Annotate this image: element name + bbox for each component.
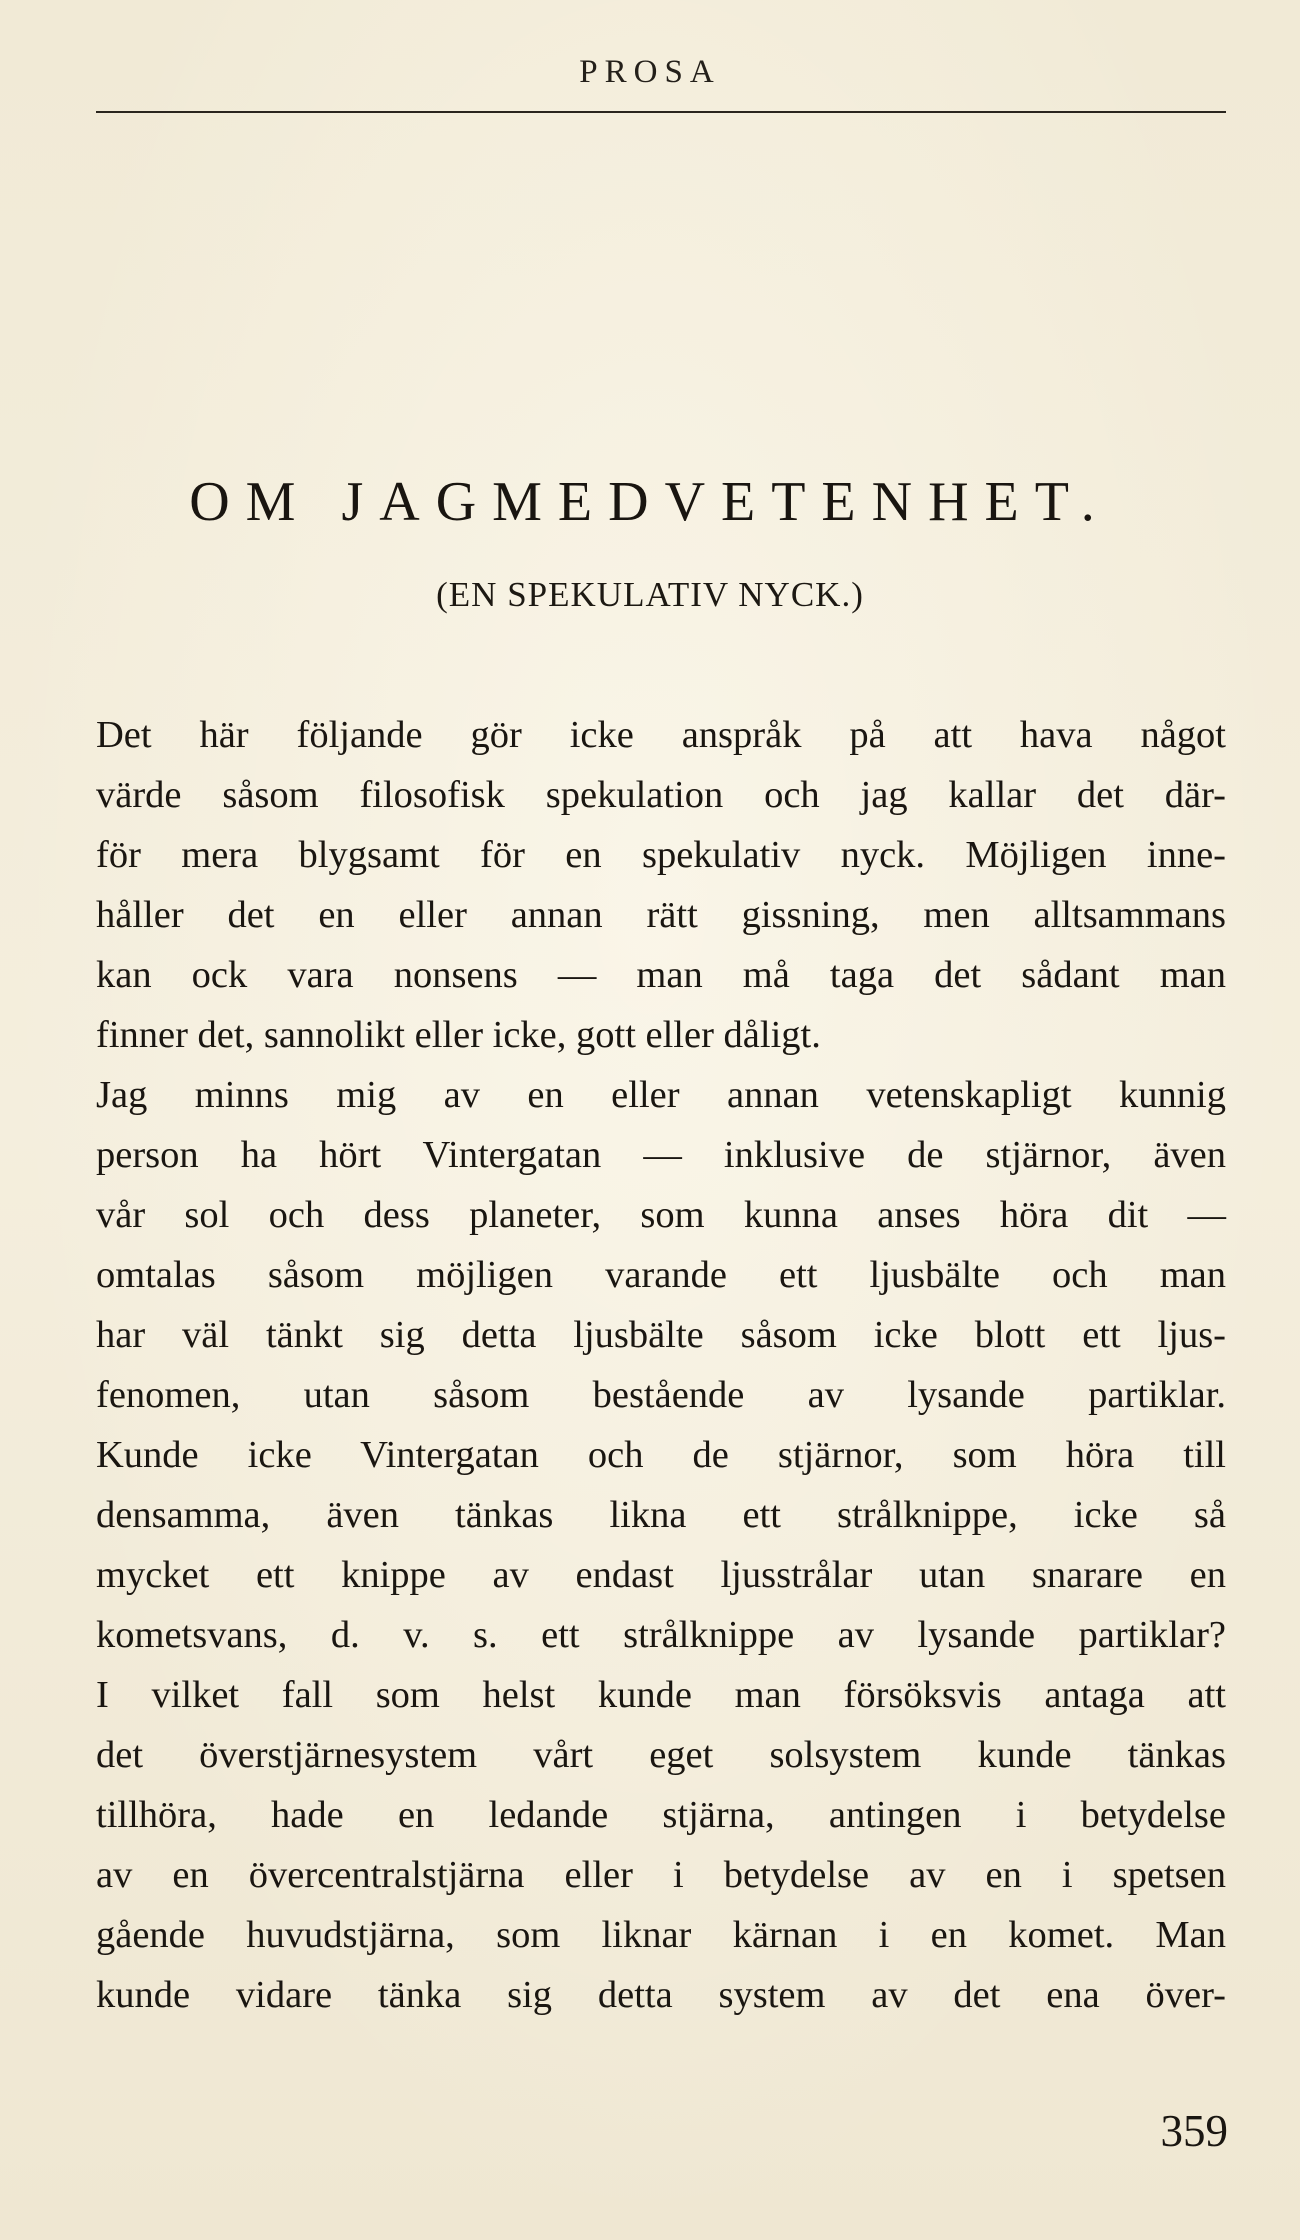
text-line: kometsvans, d. v. s. ett strålknippe av lysande partiklar?	[96, 1614, 1226, 1656]
page-number: 359	[1160, 2106, 1228, 2156]
chapter-subtitle: (EN SPEKULATIV NYCK.)	[436, 575, 864, 614]
text-line: mycket ett knippe av endast ljusstrålar utan snarare en	[96, 1554, 1226, 1596]
text-line: finner det, sannolikt eller icke, gott eller dåligt.	[96, 1014, 821, 1056]
body-text	[96, 705, 1226, 2025]
text-line: av en övercentralstjärna eller i betydelse av en i spetsen	[96, 1854, 1226, 1896]
text-line: kunde vidare tänka sig detta system av det ena över-	[96, 1974, 1226, 2016]
text-line: Det här följande gör icke anspråk på att hava något	[96, 714, 1226, 756]
text-line: har väl tänkt sig detta ljusbälte såsom icke blott ett ljus-	[96, 1314, 1226, 1356]
text-line: för mera blygsamt för en spekulativ nyck. Möjligen inne-	[96, 834, 1226, 876]
text-line: tillhöra, hade en ledande stjärna, antingen i betydelse	[96, 1794, 1226, 1836]
text-line: I vilket fall som helst kunde man försöksvis antaga att	[96, 1674, 1226, 1716]
text-line: gående huvudstjärna, som liknar kärnan i en komet. Man	[96, 1914, 1226, 1956]
paragraph-1	[96, 705, 1226, 1065]
text-line: värde såsom filosofisk spekulation och jag kallar det där-	[96, 774, 1226, 816]
text-line: håller det en eller annan rätt gissning, men alltsammans	[96, 894, 1226, 936]
header-rule	[96, 111, 1226, 113]
text-line: kan ock vara nonsens — man må taga det sådant man	[96, 954, 1226, 996]
text-line: Kunde icke Vintergatan och de stjärnor, som höra till	[96, 1434, 1226, 1476]
text-line: vår sol och dess planeter, som kunna anses höra dit —	[96, 1194, 1226, 1236]
running-head: PROSA	[579, 54, 721, 90]
text-line: person ha hört Vintergatan — inklusive de stjärnor, även	[96, 1134, 1226, 1176]
chapter-title: OM JAGMEDVETENHET.	[189, 471, 1111, 533]
text-line: Jag minns mig av en eller annan vetenskapligt kunnig	[96, 1074, 1226, 1116]
text-line: densamma, även tänkas likna ett strålknippe, icke så	[96, 1494, 1226, 1536]
text-line: det överstjärnesystem vårt eget solsystem kunde tänkas	[96, 1734, 1226, 1776]
text-line: omtalas såsom möjligen varande ett ljusbälte och man	[96, 1254, 1226, 1296]
text-line: fenomen, utan såsom bestående av lysande partiklar.	[96, 1374, 1226, 1416]
paragraph-2	[96, 1065, 1226, 2025]
